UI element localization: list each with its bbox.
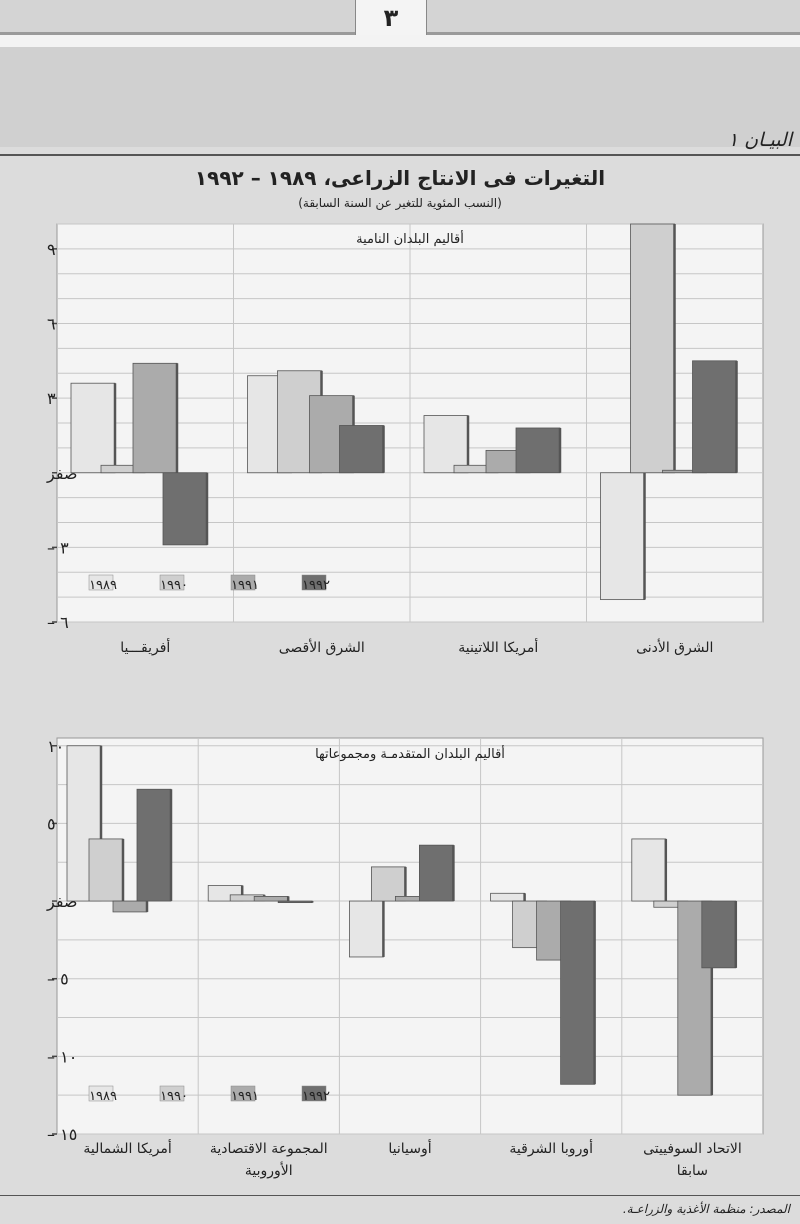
category-label: أفريقـــيا [120,640,171,656]
bar-١٩٩٠ [371,867,405,901]
page-number: ٣ [355,0,427,39]
legend-label: ١٩٩٠ [160,1089,188,1104]
chart-panel-1 [52,224,763,622]
y-tick-label: ٦ – [47,613,69,632]
source-note: المصدر: منظمة الأغذية والزراعـة. [622,1202,790,1216]
y-tick-label: ٩ [47,239,56,259]
bar-١٩٨٩ [601,473,645,600]
y-tick-label: ١٥ – [47,1125,78,1144]
bar-١٩٩٢ [702,901,736,968]
bar-١٩٩١ [133,363,177,472]
bar-١٩٩٢ [693,361,737,473]
bar-١٩٩٢ [137,789,171,901]
bar-١٩٩٢ [516,428,560,473]
category-label: الشرق الأقصى [278,640,365,656]
bar-١٩٩٢ [561,901,595,1084]
y-tick-label: ٥ [47,814,56,834]
legend-label: ١٩٨٩ [89,578,117,593]
legend-label: ١٩٩٢ [302,1089,330,1104]
chart-subtitle: (النسب المئوية للتغير عن السنة السابقة) [298,196,502,210]
category-label: أمريكا الشمالية [83,1141,172,1157]
bar-١٩٨٩ [71,383,115,473]
legend-label: ١٩٩٢ [302,578,330,593]
legend-label: ١٩٩١ [231,578,259,593]
bar-١٩٩٢ [340,425,384,472]
bar-١٩٩٢ [419,845,453,901]
y-tick-label: صفر [47,463,78,483]
bar-١٩٨٩ [491,893,525,901]
y-tick-label: ٣ – [47,538,69,558]
bar-١٩٩٠ [89,839,123,901]
source-rule [0,1195,800,1196]
bar-١٩٩١ [113,901,147,912]
category-label: سابقا [676,1163,709,1179]
y-tick-label: ٦ [47,314,56,334]
chart-panel-2 [52,738,763,1134]
legend-label: ١٩٩٠ [160,578,188,593]
legend-label: ١٩٩١ [231,1089,259,1104]
chart-title: التغيرات فى الانتاج الزراعى، ١٩٨٩ – ١٩٩٢ [194,166,606,190]
panel-title: أقاليم البلدان المتقدمـة ومجموعاتها [315,747,505,762]
category-label: الاتحاد السوفييتى [643,1141,742,1157]
bar-١٩٩٠ [631,224,675,473]
bar-١٩٨٩ [632,839,666,901]
bar-١٩٩٢ [163,473,207,545]
y-tick-label: ١٠ [47,736,65,756]
bar-١٩٩١ [254,896,288,901]
panel-title: أقاليم البلدان النامية [356,232,464,247]
y-tick-label: ١٠ – [47,1047,78,1067]
bar-١٩٨٩ [349,901,383,957]
figure-label: البيـان ١ [727,129,792,151]
category-label: أوسيانيا [388,1141,432,1157]
legend-label: ١٩٨٩ [89,1089,117,1104]
y-tick-label: ٥ – [47,969,69,989]
category-label: المجموعة الاقتصادية [209,1141,328,1157]
category-label: الشرق الأدنى [636,640,714,656]
y-tick-label: صفر [47,892,78,912]
y-tick-label: ٣ [47,389,56,409]
category-label: أوروبا الشرقية [509,1141,593,1157]
category-label: أمريكا اللاتينية [458,640,539,656]
bar-١٩٩٢ [278,901,312,903]
bar-١٩٨٩ [424,416,468,473]
category-label: الأوروبية [244,1163,293,1179]
